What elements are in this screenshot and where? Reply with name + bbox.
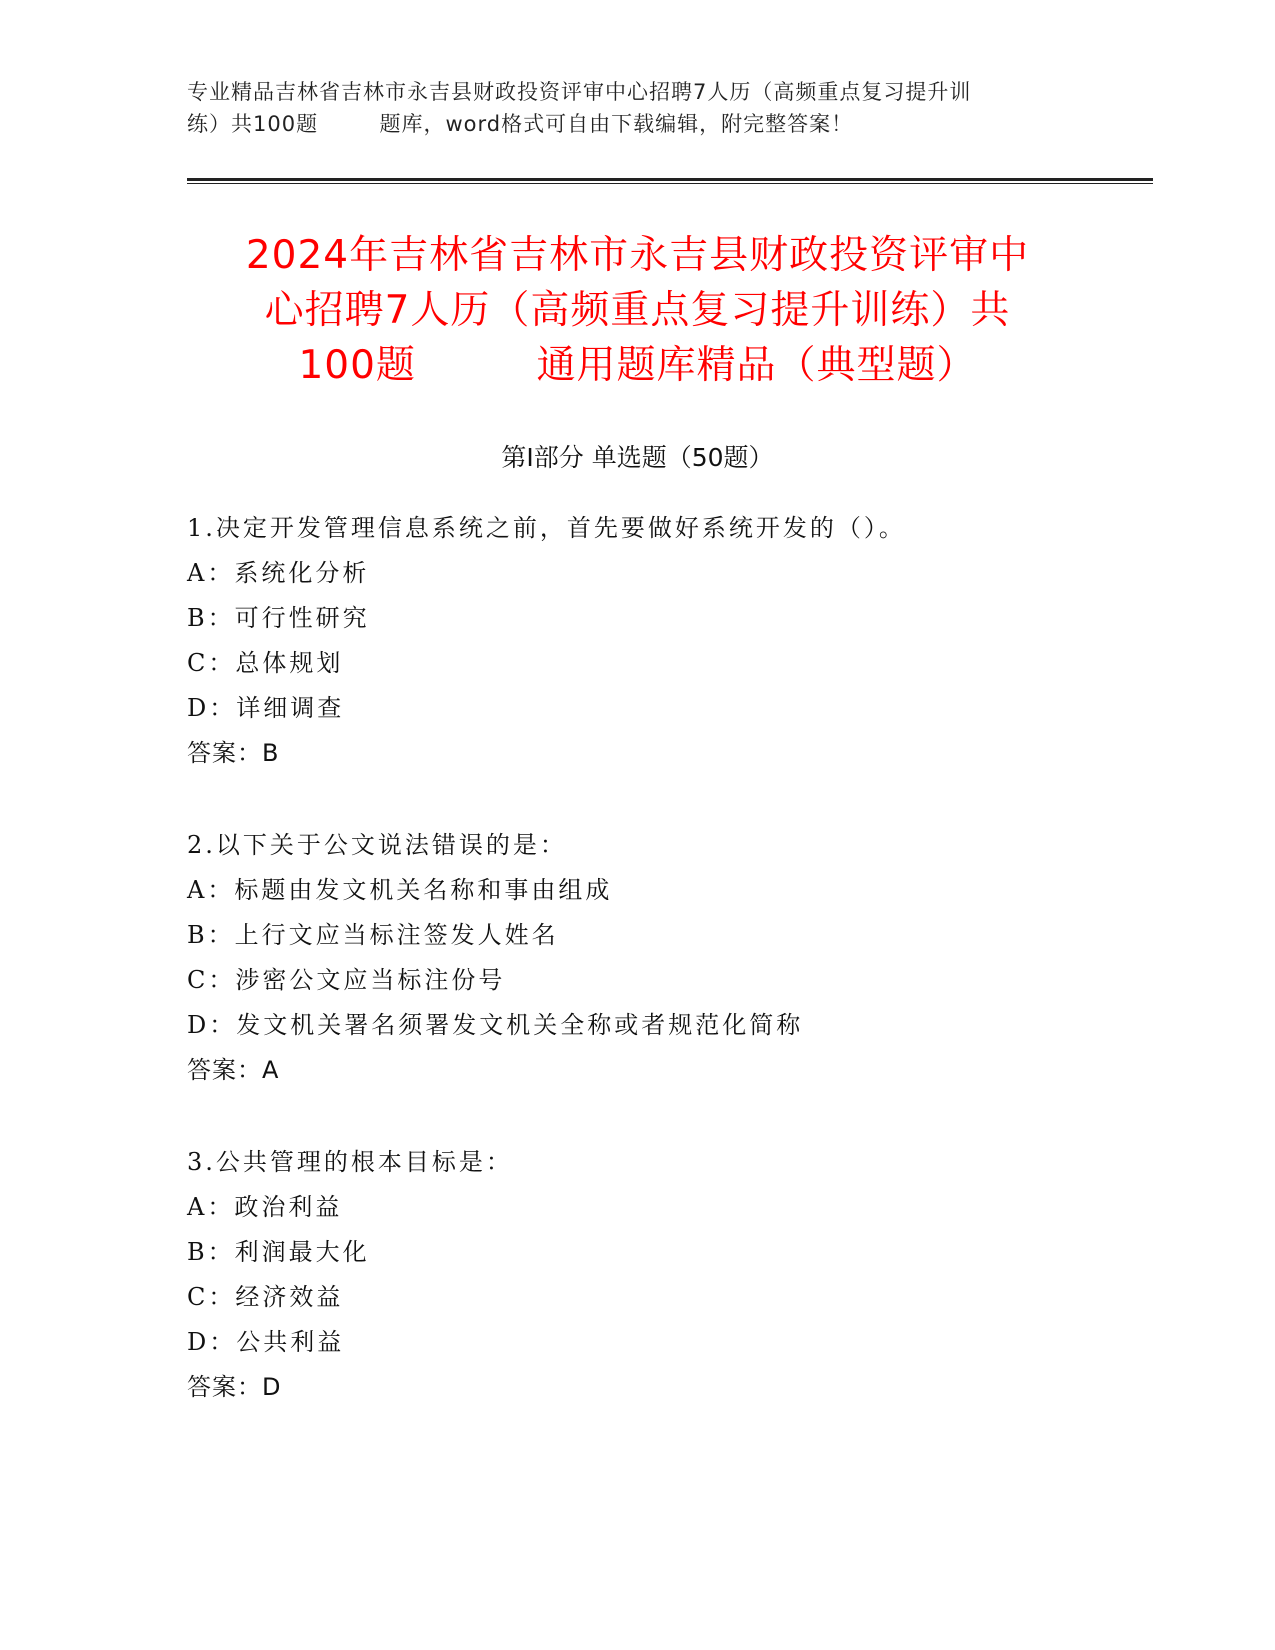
option-a: A：政治利益 <box>187 1193 343 1221</box>
title-line-3: 100题 通用题库精品（典型题） <box>298 343 977 388</box>
question-3 <box>187 1140 1147 1410</box>
document-title <box>160 228 1115 393</box>
header-line-2: 练）共100题 题库，word格式可自由下载编辑，附完整答案！ <box>187 112 854 136</box>
document-header <box>187 76 1087 140</box>
answer: 答案：B <box>187 739 280 767</box>
question-stem: 1.决定开发管理信息系统之前，首先要做好系统开发的（）。 <box>187 514 906 542</box>
title-line-1: 2024年吉林省吉林市永吉县财政投资评审中 <box>245 233 1030 278</box>
question-stem: 2.以下关于公文说法错误的是： <box>187 831 567 859</box>
header-divider-thin <box>187 183 1153 184</box>
answer: 答案：D <box>187 1373 282 1401</box>
option-c: C：总体规划 <box>187 649 344 677</box>
header-divider-thick <box>187 178 1153 181</box>
section-heading: 第Ⅰ部分 单选题（50题） <box>501 443 774 472</box>
option-d: D：公共利益 <box>187 1328 345 1356</box>
title-line-2: 心招聘7人历（高频重点复习提升训练）共 <box>264 288 1011 333</box>
option-d: D：详细调查 <box>187 694 345 722</box>
option-b: B：可行性研究 <box>187 604 370 632</box>
option-a: A：标题由发文机关名称和事由组成 <box>187 876 613 904</box>
option-b: B：上行文应当标注签发人姓名 <box>187 921 559 949</box>
question-stem: 3.公共管理的根本目标是： <box>187 1148 513 1176</box>
question-1 <box>187 506 1147 776</box>
option-b: B：利润最大化 <box>187 1238 370 1266</box>
option-d: D：发文机关署名须署发文机关全称或者规范化简称 <box>187 1011 804 1039</box>
option-c: C：涉密公文应当标注份号 <box>187 966 506 994</box>
answer: 答案：A <box>187 1056 280 1084</box>
question-2 <box>187 823 1147 1093</box>
option-a: A：系统化分析 <box>187 559 370 587</box>
header-line-1: 专业精品吉林省吉林市永吉县财政投资评审中心招聘7人历（高频重点复习提升训 <box>187 80 972 104</box>
option-c: C：经济效益 <box>187 1283 344 1311</box>
